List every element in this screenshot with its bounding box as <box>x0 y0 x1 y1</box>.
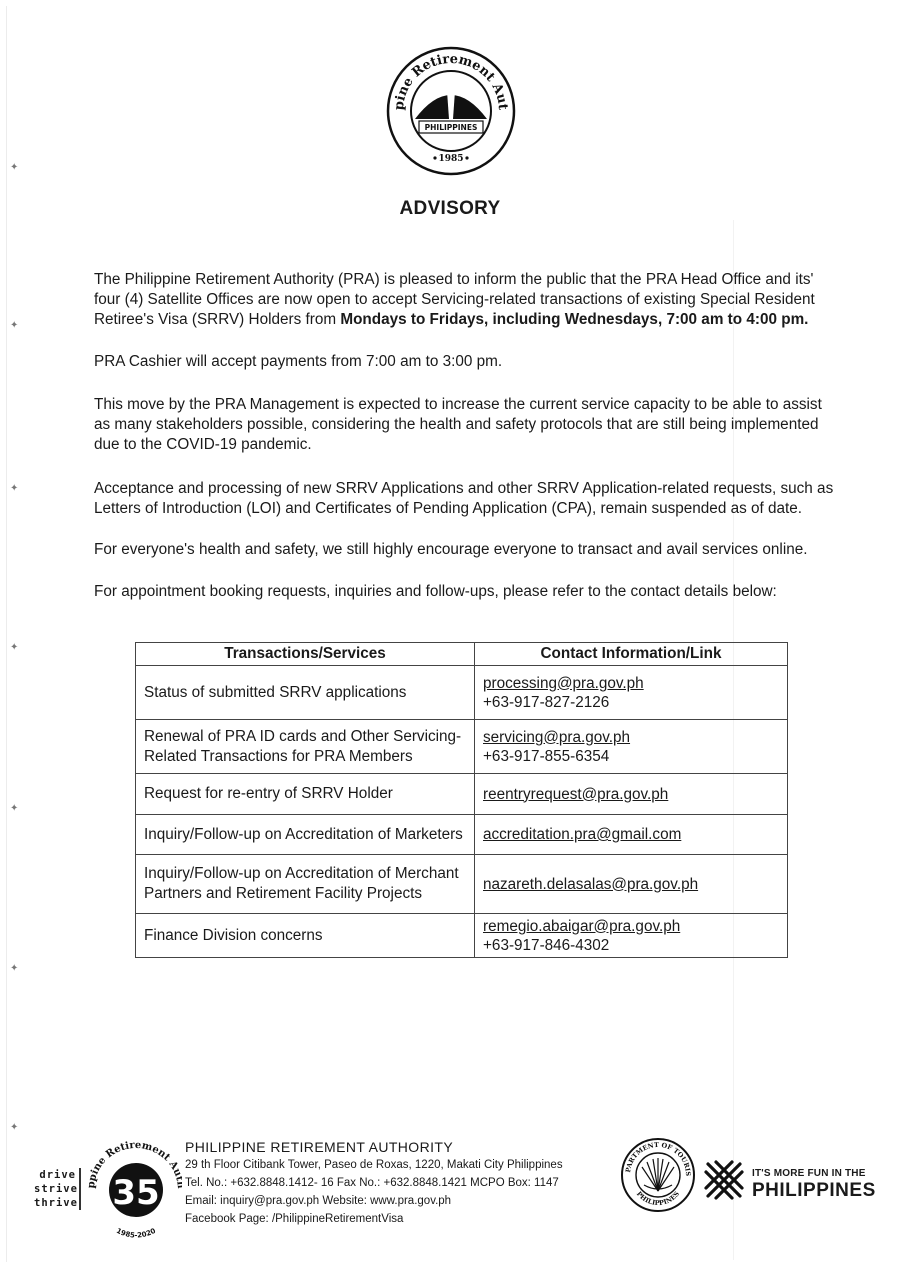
department-of-tourism-seal <box>620 1137 696 1213</box>
footer-phone-fax: Tel. No.: +632.8848.1412- 16 Fax No.: +632.8848.1421 MCPO Box: 1147 <box>185 1177 559 1189</box>
service-cell: Inquiry/Follow-up on Accreditation of Marketers <box>136 815 475 855</box>
email-link[interactable]: accreditation.pra@gmail.com <box>483 826 682 843</box>
schedule-highlight: Mondays to Fridays, including Wednesdays, 7:00 am to 4:00 pm. <box>340 311 809 328</box>
table-row <box>136 855 788 914</box>
paragraph-contact-intro: For appointment booking requests, inquiries and follow-ups, please refer to the contact details below: <box>94 583 777 600</box>
footer-email-website: Email: inquiry@pra.gov.ph Website: www.pra.gov.ph <box>185 1195 452 1207</box>
paragraph-cashier: PRA Cashier will accept payments from 7:00 am to 3:00 pm. <box>94 353 503 370</box>
footer-facebook: Facebook Page: /PhilippineRetirementVisa <box>185 1213 404 1225</box>
margin-mark: ✦ <box>10 162 19 173</box>
page-frame <box>6 6 893 1262</box>
margin-mark: ✦ <box>10 963 19 974</box>
paragraph-online: For everyone's health and safety, we still highly encourage everyone to transact and avail services online. <box>94 541 808 558</box>
svg-text:1985-2020: 1985-2020 <box>115 1226 157 1240</box>
pra-seal-logo <box>385 45 517 177</box>
tourism-slogan-line1: IT'S MORE FUN IN THE <box>752 1168 866 1179</box>
svg-text:PHILIPPINES: PHILIPPINES <box>424 123 478 132</box>
footer-motto <box>34 1168 81 1210</box>
paragraph-opening-text: The Philippine Retirement Authority (PRA) is pleased to inform the public that the PRA Head Office and its' four (4) Satellite Offices are now open to accept Servicing-related transactions of existing Special Resident Retiree's Visa (SRRV) Holders from <box>94 271 815 328</box>
phone-number: +63-917-855-6354 <box>483 747 610 765</box>
margin-mark: ✦ <box>10 1122 19 1133</box>
service-cell: Renewal of PRA ID cards and Other Servicing-Related Transactions for PRA Members <box>136 720 475 774</box>
table-row <box>136 666 788 720</box>
svg-text:Philippine Retirement Authorit: pine Retirement Aut <box>391 51 511 111</box>
service-cell: Status of submitted SRRV applications <box>136 666 475 720</box>
email-link[interactable]: processing@pra.gov.ph <box>483 674 644 692</box>
contact-cell <box>475 774 788 815</box>
svg-text:35: 35 <box>112 1173 160 1213</box>
column-header-services: Transactions/Services <box>136 643 475 666</box>
table-row <box>136 720 788 774</box>
margin-mark: ✦ <box>10 320 19 331</box>
email-link[interactable]: nazareth.delasalas@pra.gov.ph <box>483 875 699 893</box>
margin-mark: ✦ <box>10 483 19 494</box>
paragraph-opening <box>94 270 834 330</box>
motto-word: drive <box>39 1169 76 1181</box>
table-row <box>136 914 788 958</box>
motto-word: strive <box>34 1183 78 1195</box>
email-link[interactable]: reentryrequest@pra.gov.ph <box>483 785 669 803</box>
contact-cell <box>475 914 788 958</box>
contact-cell <box>475 855 788 914</box>
phone-number: +63-917-846-4302 <box>483 936 610 954</box>
contact-cell <box>475 720 788 774</box>
table-row <box>136 774 788 815</box>
paragraph-suspension: Acceptance and processing of new SRRV Applications and other SRRV Application-related requests, such as Letters of Introduction (LOI) and Certificates of Pending Application (CPA), remain suspended as of date. <box>94 480 834 517</box>
contacts-table <box>135 642 788 958</box>
email-link[interactable]: servicing@pra.gov.ph <box>483 728 631 746</box>
svg-text:DEPARTMENT OF TOURISM: PARTMENT OF TOURIS <box>624 1140 693 1177</box>
table-row <box>136 815 788 855</box>
paragraph-capacity: This move by the PRA Management is expected to increase the current service capacity to be able to assist as many stakeholders possible, considering the health and safety protocols that are still being implemented due to the COVID-19 pandemic. <box>94 396 822 453</box>
service-cell: Request for re-entry of SRRV Holder <box>136 774 475 815</box>
tourism-slogan-line2: PHILIPPINES <box>752 1180 876 1201</box>
footer-address: 29 th Floor Citibank Tower, Paseo de Roxas, 1220, Makati City Philippines <box>185 1159 563 1171</box>
margin-mark: ✦ <box>10 803 19 814</box>
contact-cell <box>475 815 788 855</box>
phone-number: +63-917-827-2126 <box>483 693 610 711</box>
contact-cell <box>475 666 788 720</box>
svg-text:1985: 1985 <box>438 154 464 164</box>
email-link[interactable]: remegio.abaigar@pra.gov.ph <box>483 917 681 935</box>
page-title: ADVISORY <box>399 198 501 219</box>
footer-contact-block <box>185 1138 563 1228</box>
service-cell: Finance Division concerns <box>136 914 475 958</box>
column-header-contact: Contact Information/Link <box>475 643 788 666</box>
service-cell: Inquiry/Follow-up on Accreditation of Merchant Partners and Retirement Facility Projects <box>136 855 475 914</box>
margin-mark: ✦ <box>10 642 19 653</box>
table-header-row <box>136 643 788 666</box>
fun-philippines-mark <box>702 1158 746 1202</box>
footer-org-name: PHILIPPINE RETIREMENT AUTHORITY <box>185 1139 454 1155</box>
motto-word: thrive <box>34 1197 78 1209</box>
svg-text:Philippine Retirement Authorit: ppine Retirement A <box>85 1139 180 1190</box>
svg-text:PHILIPPINES: PHILIPPINES <box>634 1189 682 1208</box>
